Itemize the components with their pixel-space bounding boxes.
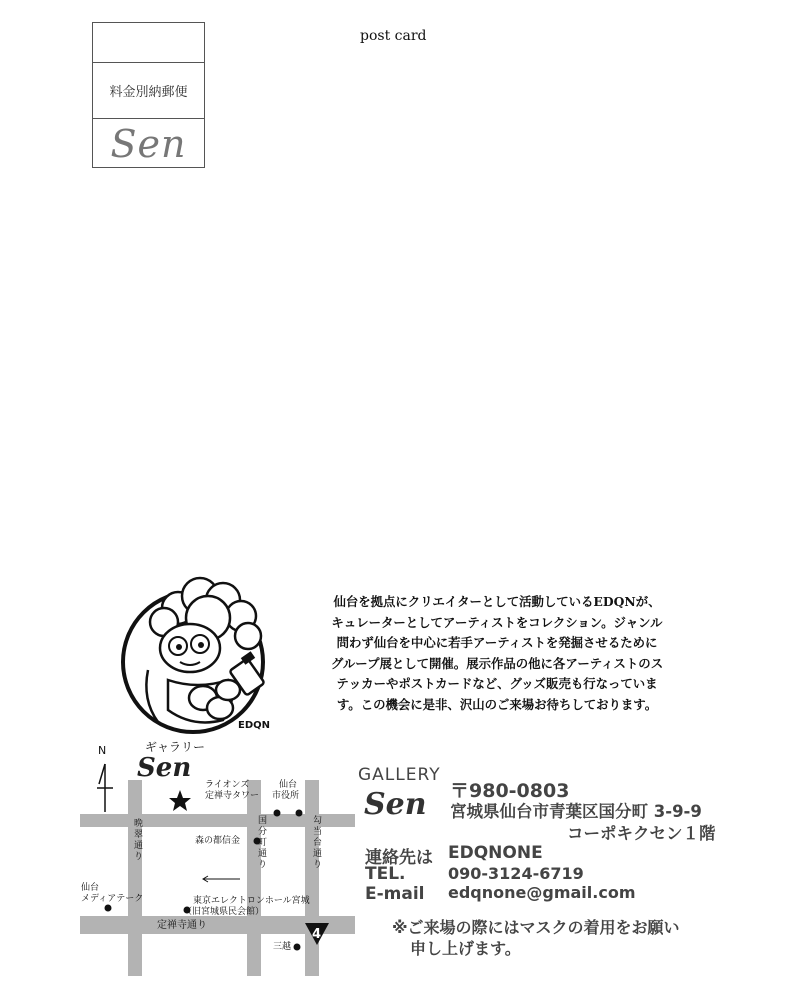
north-label: N [98, 744, 107, 757]
gallery-word: GALLERY [358, 765, 441, 785]
mascot-tag: EDQN [238, 720, 271, 731]
postage-stamp-box [92, 22, 205, 168]
kokubuncho-dori-label: 分 [258, 827, 268, 837]
map-gallery-logo: Sen [137, 753, 192, 783]
kokubuncho-dori-label: 国 [258, 816, 268, 826]
lions-tower-label: ライオンズ [205, 780, 250, 790]
gallery-star-icon [169, 790, 191, 811]
kokubuncho-dori-label: 町 [258, 838, 268, 848]
koto-dai-dori-label: 勾 [313, 816, 323, 826]
gallery-kana: ギャラリー [145, 740, 206, 754]
tel-hall-label: （旧宮城県民会館） [183, 907, 265, 917]
city-hall-label: 仙台 [279, 780, 298, 790]
description-line: キュレーターとしてアーティストをコレクション。ジャンル [331, 614, 663, 630]
lions-tower-label: 定禅寺タワー [205, 791, 260, 801]
email-label: E-mail [365, 884, 425, 904]
bansui-dori-label: 通 [134, 841, 144, 851]
landmark-dot [294, 944, 301, 951]
city-hall-label: 市役所 [272, 791, 300, 801]
landmark-dot [274, 810, 281, 817]
description-text [297, 592, 697, 716]
kokubuncho-dori-label: り [258, 860, 268, 870]
koto-dai-dori-label: 台 [313, 838, 323, 848]
north-arrow-icon [97, 764, 113, 812]
mitsukoshi-label: 三越 [273, 942, 292, 952]
tel-hall-label: 東京エレクトロンホール宮城 [193, 896, 310, 906]
description-line: グループ展として開催。展示作品の他に各アーティストのス [330, 655, 664, 671]
tel-value: 090-3124-6719 [448, 864, 584, 883]
mediatheque-label: 仙台 [81, 883, 100, 893]
tel-label: TEL. [365, 864, 406, 884]
mask-notice: ※ご来場の際にはマスクの着用をお願い [392, 918, 680, 937]
mask-notice-2: 申し上げます。 [410, 939, 521, 958]
address-line-2: コーポキクセン１階 [567, 824, 716, 843]
route-number: 4 [312, 927, 322, 942]
koto-dai-dori-label: 通 [313, 849, 323, 859]
koto-dai-dori-label: り [313, 860, 323, 870]
kokubuncho-dori-label: 通 [258, 849, 268, 859]
description-line: 仙台を拠点にクリエイターとして活動しているEDQNが、 [333, 594, 661, 609]
koto-dai-dori-label: 当 [313, 827, 323, 837]
gallery-logo: Sen [364, 787, 427, 822]
postcard-heading: post card [360, 28, 427, 44]
mascot-illustration [108, 570, 288, 740]
contact-value: EDQNONE [448, 843, 543, 863]
bansui-dori-label: 晩 [134, 819, 144, 829]
contact-label: 連絡先は [365, 848, 433, 868]
landmark-dot [296, 810, 303, 817]
description-line: テッカーやポストカードなど、グッズ販売も行なっていま [336, 676, 658, 692]
address-line: 宮城県仙台市青葉区国分町 3-9-9 [450, 802, 702, 821]
stamp-logo [93, 119, 204, 169]
postal-code: 〒980-0803 [450, 780, 570, 802]
morinomiyako-label: 森の都信金 [195, 836, 241, 846]
bansui-dori-label: 翠 [134, 830, 144, 840]
stamp-label: 料金別納郵便 [93, 63, 204, 119]
description-line: 問わず仙台を中心に若手アーティストを発掘させるために [336, 635, 658, 651]
stamp-logo-text: Sen [110, 122, 187, 166]
landmark-dot [105, 905, 112, 912]
one-way-arrow-icon [203, 876, 240, 882]
stamp-top-cell [93, 23, 204, 63]
mediatheque-label: メディアテーク [81, 894, 144, 904]
email-value: edqnone@gmail.com [448, 883, 636, 902]
jozenji-dori-label: 定禅寺通り [157, 920, 207, 931]
access-map [75, 740, 365, 980]
description-line: す。この機会に是非、沢山のご来場お待ちしております。 [336, 696, 658, 712]
bansui-dori-label: り [134, 852, 144, 862]
